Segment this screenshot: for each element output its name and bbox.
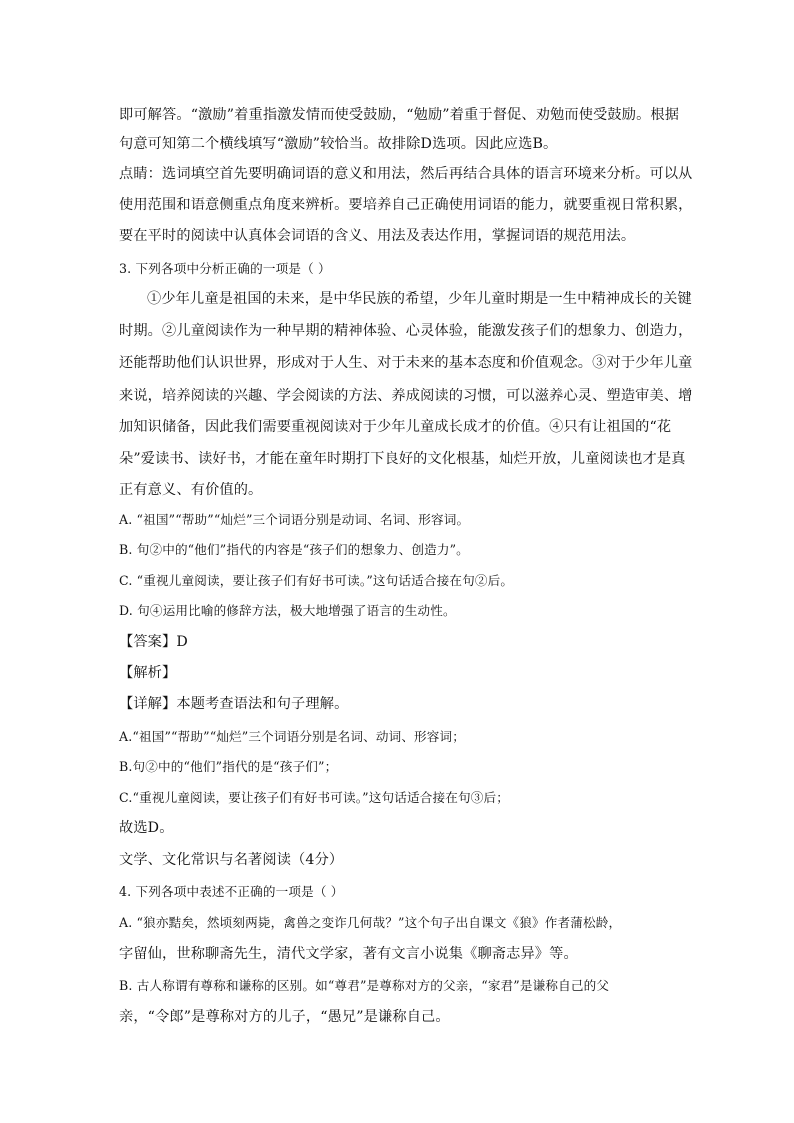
passage-line: 还能帮助他们认识世界，形成对于人生、对于未来的基本态度和价值观念。③对于少年儿童 bbox=[119, 355, 693, 371]
passage-line: 正有意义、有价值的。 bbox=[119, 482, 263, 498]
section-heading: 文学、文化常识与名著阅读（4分） bbox=[119, 852, 344, 868]
analysis-label: 【解析】 bbox=[119, 665, 177, 681]
question-3-title: 3. 下列各项中分析正确的一项是（ ） bbox=[119, 261, 331, 276]
detail-line: 故选D。 bbox=[119, 820, 174, 836]
text-line: 使用范围和语意侧重点角度来辨析。要培养自己正确使用词语的能力，就要重视日常积累， bbox=[119, 197, 693, 213]
answer-label: 【答案】D bbox=[119, 634, 188, 650]
text-line: 即可解答。“激励”着重指激发情而使受鼓励，“勉励”着重于督促、劝勉而使受鼓励。根据 bbox=[119, 107, 680, 123]
detail-line: 【详解】本题考查语法和句子理解。 bbox=[119, 696, 349, 712]
option-b: B. 句②中的“他们”指代的内容是“孩子们的想象力、创造力”。 bbox=[119, 542, 469, 557]
detail-line: A.“祖国”“帮助”“灿烂”三个词语分别是名词、动词、形容词； bbox=[119, 729, 466, 744]
option-a-continued: 字留仙，世称聊斋先生，清代文学家，著有文言小说集《聊斋志异》等。 bbox=[119, 946, 578, 962]
option-b: B. 古人称谓有尊称和谦称的区别。如“尊君”是尊称对方的父亲，“家君”是谦称自己的父 bbox=[119, 978, 610, 993]
question-4-title: 4. 下列各项中表述不正确的一项是（ ） bbox=[119, 884, 344, 899]
option-a: A. “祖国”“帮助”“灿烂”三个词语分别是动词、名词、形容词。 bbox=[119, 512, 470, 527]
passage-line: 来说，培养阅读的兴趣、学会阅读的方法、养成阅读的习惯，可以滋养心灵、塑造审美、增 bbox=[119, 388, 693, 404]
text-line: 要在平时的阅读中认真体会词语的含义、用法及表达作用，掌握词语的规范用法。 bbox=[119, 228, 636, 244]
passage-line: 朵”爱读书、读好书，才能在童年时期打下良好的文化根基，灿烂开放，儿童阅读也才是真 bbox=[119, 451, 686, 467]
passage-line: ①少年儿童是祖国的未来，是中华民族的希望，少年儿童时期是一生中精神成长的关键 bbox=[147, 291, 692, 307]
text-line: 句意可知第二个横线填写“激励”较恰当。故排除D选项。因此应选B。 bbox=[119, 136, 558, 152]
passage-line: 时期。②儿童阅读作为一种早期的精神体验、心灵体验，能激发孩子们的想象力、创造力， bbox=[119, 323, 693, 339]
detail-line: C.“重视儿童阅读，要让孩子们有好书可读。”这句话适合接在句③后； bbox=[119, 790, 509, 805]
option-a: A. “狼亦黠矣，然顷刻两毙，禽兽之变诈几何哉？”这个句子出自课文《狼》作者蒲松龄， bbox=[119, 915, 622, 930]
passage-line: 加知识储备，因此我们需要重视阅读对于少年儿童成长成才的价值。④只有让祖国的“花 bbox=[119, 419, 672, 435]
option-d: D. 句④运用比喻的修辞方法，极大地增强了语言的生动性。 bbox=[119, 603, 456, 618]
option-c: C. “重视儿童阅读，要让孩子们有好书可读。”这句话适合接在句②后。 bbox=[119, 573, 514, 588]
detail-line: B.句②中的“他们”指代的是“孩子们”； bbox=[119, 759, 338, 774]
option-b-continued: 亲，“令郎”是尊称对方的儿子，“愚兄”是谦称自己。 bbox=[119, 1009, 450, 1025]
text-line: 点睛：选词填空首先要明确词语的意义和用法，然后再结合具体的语言环境来分析。可以从 bbox=[119, 166, 693, 182]
